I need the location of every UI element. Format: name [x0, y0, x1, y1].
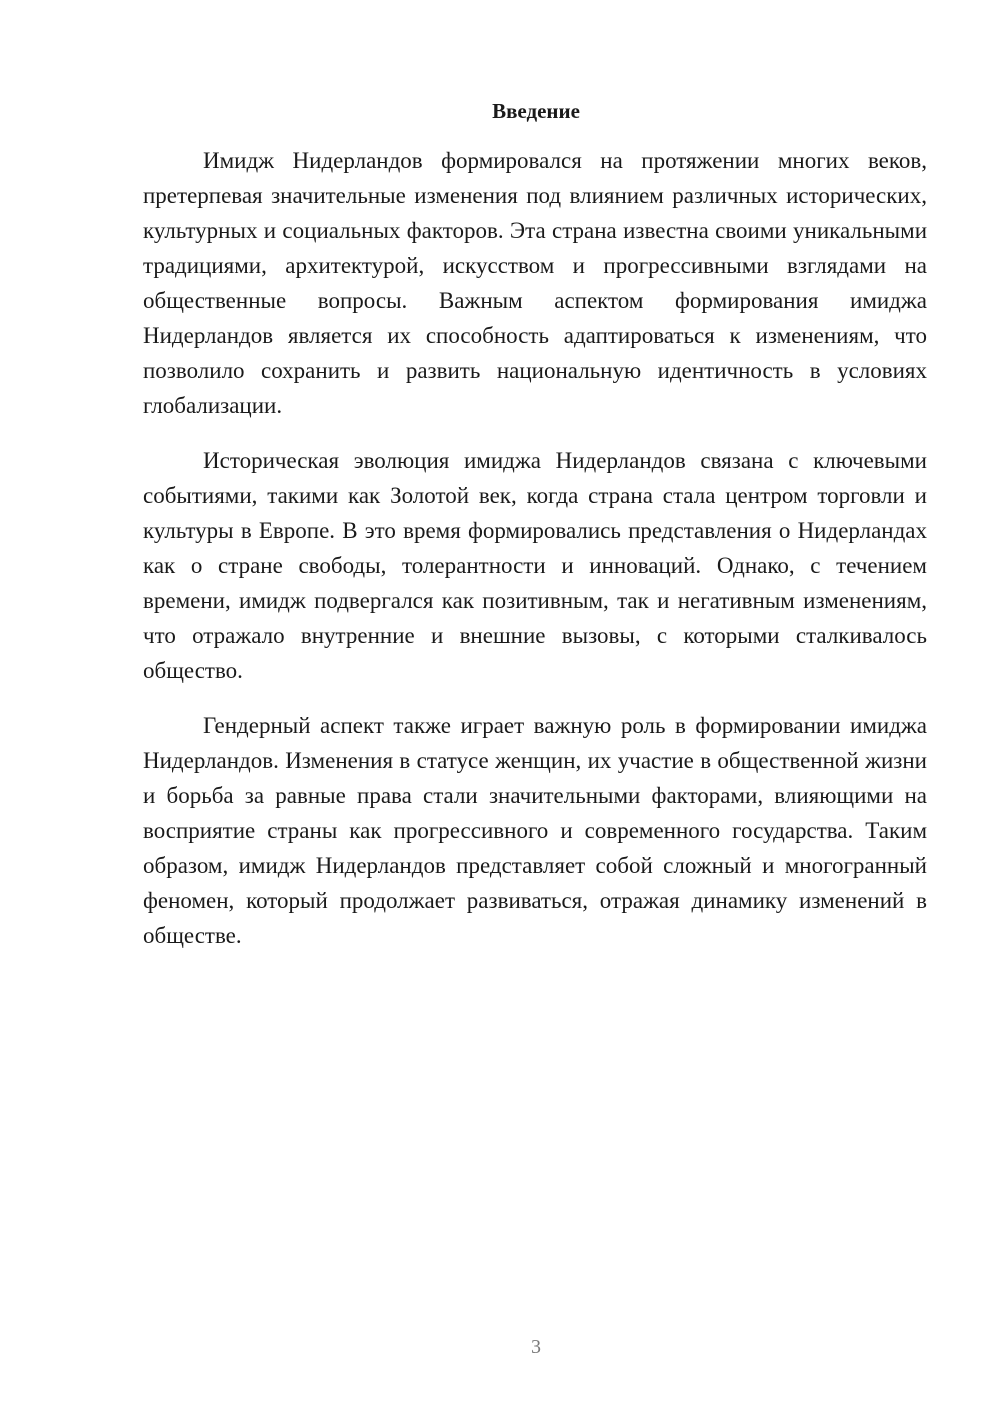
section-heading: Введение — [492, 99, 580, 123]
paragraph-1: Имидж Нидерландов формировался на протяжении многих веков, претерпевая значительные изменения под влиянием различных исторических, культурных и социальных факторов. Эта страна известна своими уникальными традициями, архитектурой, искусством и прогрессивными взглядами на общественные вопросы. Важным аспектом формирования имиджа Нидерландов является их способность адаптироваться к изменениям, что позволило сохранить и развить национальную идентичность в условиях глобализации. — [143, 148, 927, 418]
page-number: 3 — [531, 1336, 541, 1358]
paragraph-2: Историческая эволюция имиджа Нидерландов связана с ключевыми событиями, такими как Золотой век, когда страна стала центром торговли и культуры в Европе. В это время формировались представления о Нидерландах как о стране свободы, толерантности и инноваций. Однако, с течением времени, имидж подвергался как позитивным, так и негативным изменениям, что отражало внутренние и внешние вызовы, с которыми сталкивалось общество. — [143, 448, 927, 683]
body-text — [143, 143, 927, 973]
paragraph-3: Гендерный аспект также играет важную роль в формировании имиджа Нидерландов. Изменения в статусе женщин, их участие в общественной жизни и борьба за равные права стали значительными факторами, влияющими на восприятие страны как прогрессивного и современного государства. Таким образом, имидж Нидерландов представляет собой сложный и многогранный феномен, который продолжает развиваться, отражая динамику изменений в обществе. — [143, 713, 927, 948]
